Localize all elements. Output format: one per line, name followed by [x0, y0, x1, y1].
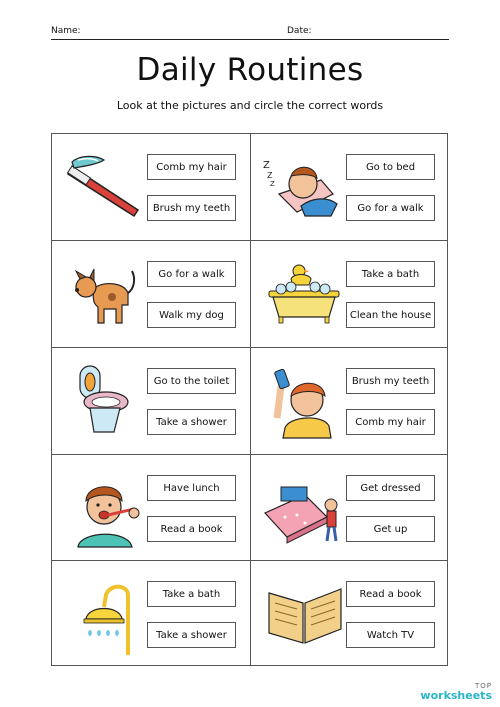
cell-dog — [52, 241, 250, 347]
svg-text:Z: Z — [267, 171, 273, 180]
word-option[interactable]: Brush my teeth — [346, 368, 435, 394]
cell-sleeping — [251, 134, 449, 240]
date-label: Date: — [287, 26, 312, 36]
logo-bottom-text: worksheets — [420, 689, 492, 702]
cell-waking — [251, 455, 449, 561]
top-worksheets-logo — [420, 683, 492, 701]
word-option[interactable]: Walk my dog — [147, 302, 236, 328]
word-option[interactable]: Go for a walk — [147, 261, 236, 287]
instructions: Look at the pictures and circle the correct words — [116, 99, 384, 112]
word-option[interactable]: Get up — [346, 516, 435, 542]
shower-icon — [72, 579, 142, 657]
toothbrush-icon — [64, 154, 144, 224]
routines-grid — [51, 133, 448, 666]
word-option[interactable]: Read a book — [147, 516, 236, 542]
cell-bath — [251, 241, 449, 347]
toilet-icon — [76, 362, 136, 442]
header-divider — [51, 39, 449, 40]
word-option[interactable]: Take a bath — [147, 581, 236, 607]
boy-brushing-icon — [68, 469, 144, 549]
word-option[interactable]: Watch TV — [346, 622, 435, 648]
page-title: Daily Routines — [136, 52, 364, 88]
cell-brushing — [52, 455, 250, 561]
word-option[interactable]: Clean the house — [346, 302, 435, 328]
dog-icon — [66, 259, 144, 329]
sleeping-boy-icon — [261, 152, 343, 222]
word-option[interactable]: Get dressed — [346, 475, 435, 501]
boy-waking-icon — [261, 471, 345, 547]
word-option[interactable]: Go to bed — [346, 154, 435, 180]
word-option[interactable]: Take a bath — [346, 261, 435, 287]
bathtub-icon — [265, 257, 345, 331]
svg-text:Z: Z — [263, 160, 270, 171]
cell-toilet — [52, 348, 250, 454]
name-label: Name: — [51, 26, 81, 36]
word-option[interactable]: Comb my hair — [346, 409, 435, 435]
cell-combing — [251, 348, 449, 454]
logo-top-text: TOP — [474, 682, 492, 690]
word-option[interactable]: Brush my teeth — [147, 195, 236, 221]
cell-toothbrush — [52, 134, 250, 240]
word-option[interactable]: Comb my hair — [147, 154, 236, 180]
word-option[interactable]: Read a book — [346, 581, 435, 607]
cell-book — [251, 561, 449, 667]
word-option[interactable]: Take a shower — [147, 409, 236, 435]
word-option[interactable]: Go to the toilet — [147, 368, 236, 394]
cell-shower — [52, 561, 250, 667]
boy-combing-icon — [267, 362, 343, 442]
word-option[interactable]: Take a shower — [147, 622, 236, 648]
svg-text:Z: Z — [270, 180, 275, 188]
word-option[interactable]: Go for a walk — [346, 195, 435, 221]
open-book-icon — [265, 581, 345, 647]
word-option[interactable]: Have lunch — [147, 475, 236, 501]
